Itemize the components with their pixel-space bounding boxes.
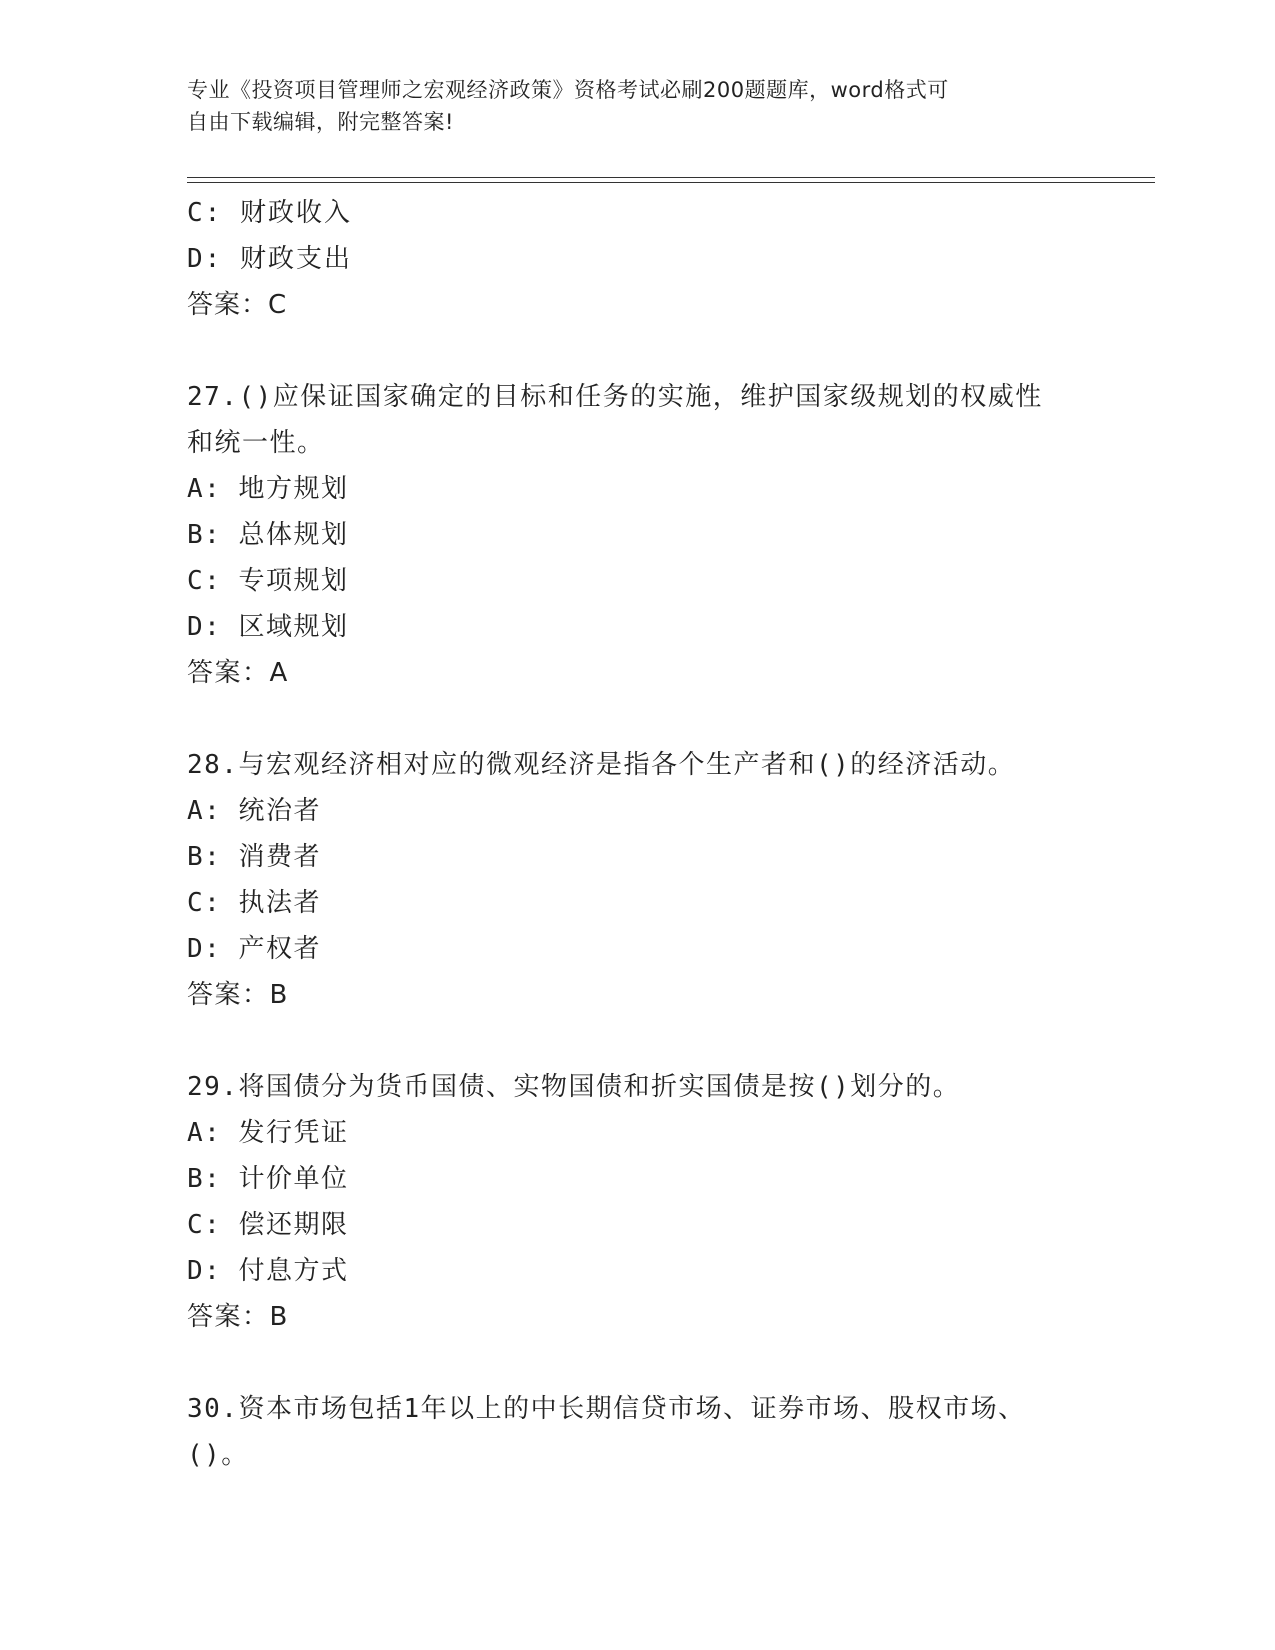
answer: 答案：B — [187, 1302, 289, 1332]
document-header — [187, 74, 1087, 138]
spacer — [187, 1340, 1087, 1386]
option-d: D: 财政支出 — [187, 244, 352, 274]
header-rule-top — [187, 177, 1155, 178]
header-line-1: 专业《投资项目管理师之宏观经济政策》资格考试必刷200题题库，word格式可 — [187, 78, 949, 102]
question-30 — [187, 1386, 1087, 1478]
answer: 答案：A — [187, 658, 289, 688]
option-b: B: 总体规划 — [187, 520, 349, 550]
answer: 答案：B — [187, 980, 289, 1010]
question-content — [187, 190, 1087, 1478]
spacer — [187, 696, 1087, 742]
option-b: B: 消费者 — [187, 842, 321, 872]
question-stem: 28.与宏观经济相对应的微观经济是指各个生产者和()的经济活动。 — [187, 750, 1016, 780]
option-c: C: 财政收入 — [187, 198, 352, 228]
header-rule-bottom — [187, 182, 1155, 183]
question-27 — [187, 374, 1087, 696]
option-d: D: 区域规划 — [187, 612, 349, 642]
option-d: D: 付息方式 — [187, 1256, 349, 1286]
question-29 — [187, 1064, 1087, 1340]
option-c: C: 专项规划 — [187, 566, 349, 596]
header-line-2: 自由下载编辑，附完整答案! — [187, 110, 454, 134]
option-c: C: 执法者 — [187, 888, 321, 918]
option-c: C: 偿还期限 — [187, 1210, 349, 1240]
question-stem: 30.资本市场包括1年以上的中长期信贷市场、证券市场、股权市场、 — [187, 1394, 1026, 1424]
question-stem: 29.将国债分为货币国债、实物国债和折实国债是按()划分的。 — [187, 1072, 961, 1102]
question-28 — [187, 742, 1087, 1018]
option-a: A: 发行凭证 — [187, 1118, 349, 1148]
question-stem: 和统一性。 — [187, 428, 325, 458]
option-a: A: 统治者 — [187, 796, 321, 826]
option-b: B: 计价单位 — [187, 1164, 349, 1194]
question-stem: 27.()应保证国家确定的目标和任务的实施，维护国家级规划的权威性 — [187, 382, 1043, 412]
answer: 答案：C — [187, 290, 288, 320]
spacer — [187, 328, 1087, 374]
option-d: D: 产权者 — [187, 934, 321, 964]
question-26-continuation — [187, 190, 1087, 328]
spacer — [187, 1018, 1087, 1064]
question-stem: ()。 — [187, 1440, 249, 1470]
option-a: A: 地方规划 — [187, 474, 349, 504]
